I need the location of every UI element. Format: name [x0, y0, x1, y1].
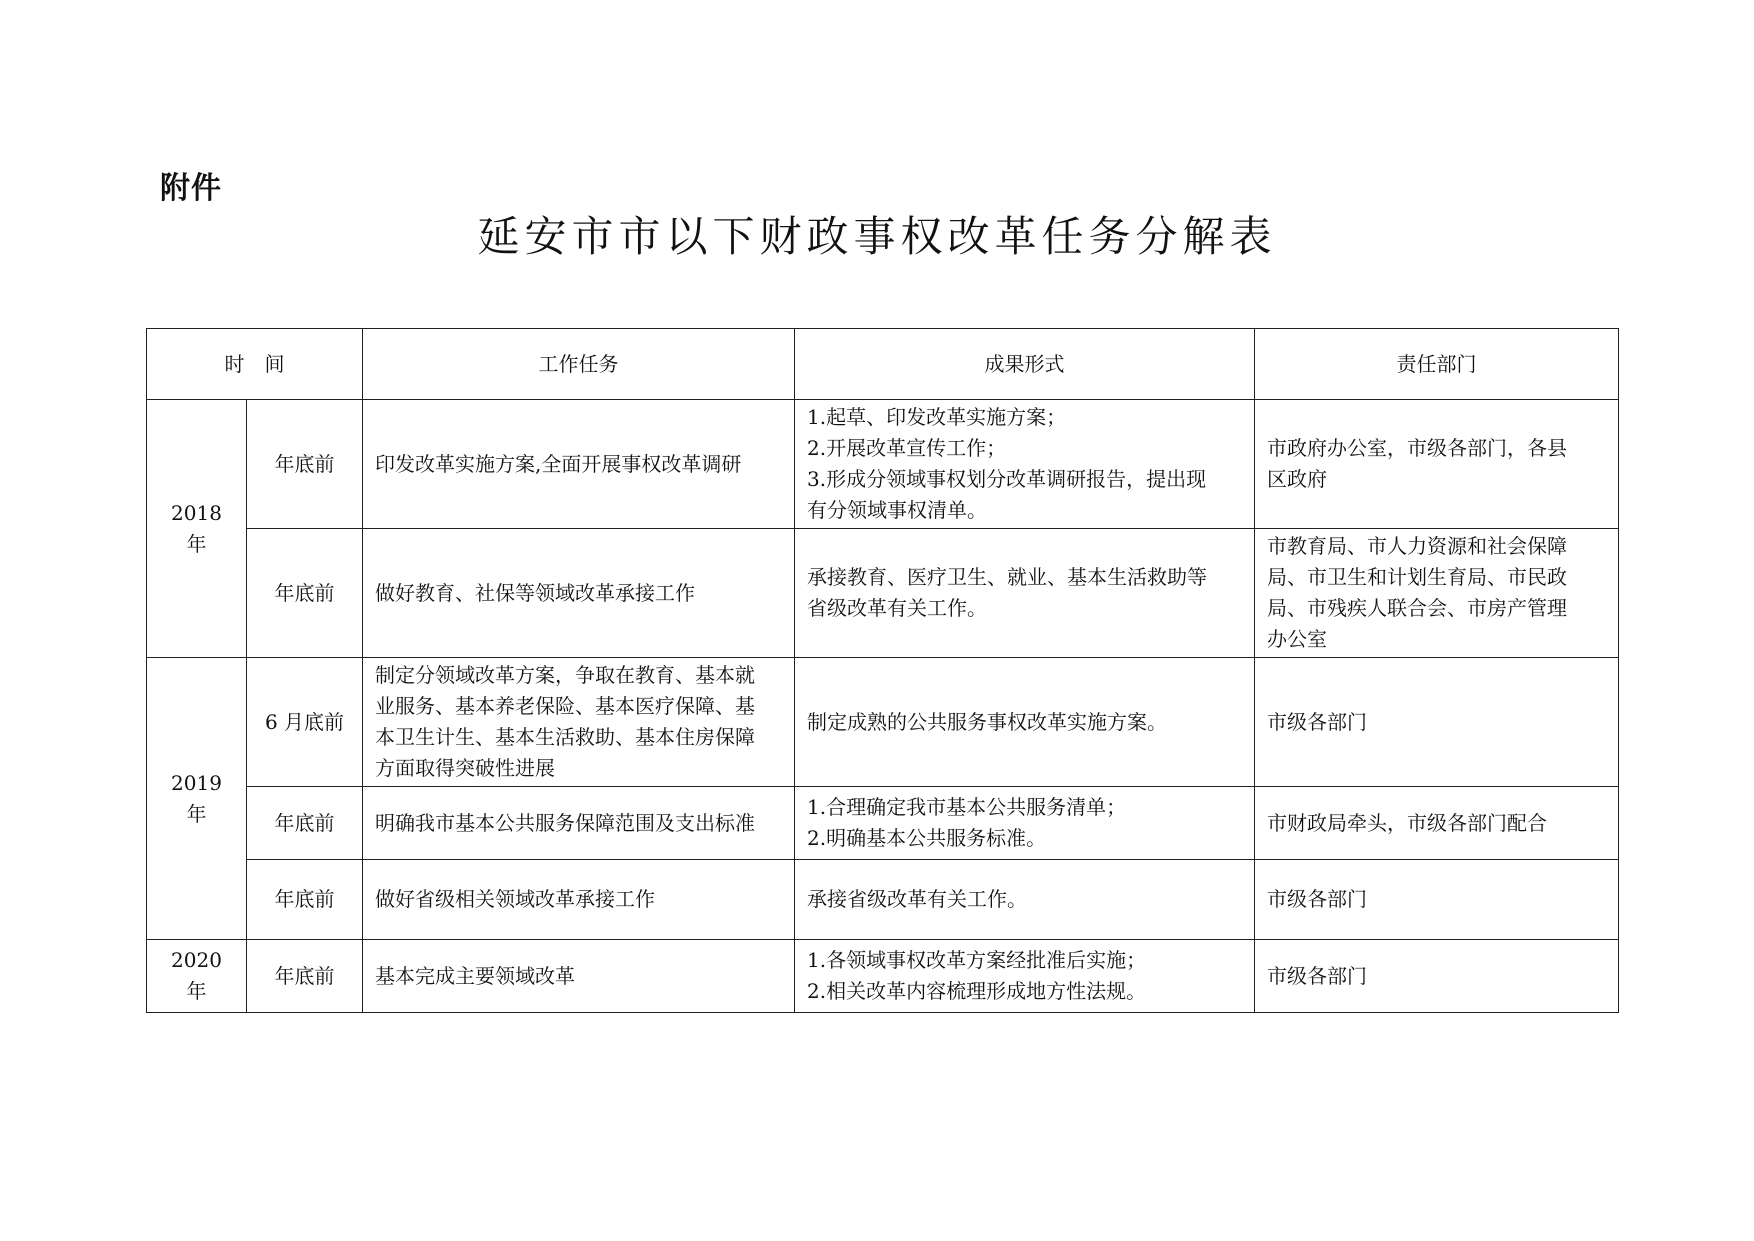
deadline-cell: 6 月底前: [247, 658, 363, 787]
dept-line: 市级各部门: [1267, 709, 1367, 734]
result-line: 省级改革有关工作。: [807, 596, 987, 620]
task-cell: [363, 860, 795, 940]
task-cell: [363, 400, 795, 529]
result-line: 制定成熟的公共服务事权改革实施方案。: [807, 709, 1167, 734]
task-cell: [363, 658, 795, 787]
deadline-cell: 年底前: [247, 787, 363, 860]
header-result: 成果形式: [795, 329, 1255, 400]
year-cell: 2018 年: [147, 400, 247, 658]
table-row: [147, 400, 1619, 529]
result-cell: [795, 787, 1255, 860]
dept-line: 市级各部门: [1267, 887, 1367, 911]
task-line: 方面取得突破性进展: [375, 756, 555, 780]
result-line: 1.各领域事权改革方案经批准后实施；: [807, 948, 1147, 972]
task-line: 本卫生计生、基本生活救助、基本住房保障: [375, 725, 755, 749]
header-task: 工作任务: [363, 329, 795, 400]
year-cell: 2020 年: [147, 940, 247, 1013]
dept-line: 局、市卫生和计划生育局、市民政: [1267, 565, 1567, 589]
result-cell: [795, 658, 1255, 787]
table-row: [147, 860, 1619, 940]
header-dept: 责任部门: [1255, 329, 1619, 400]
result-line: 有分领域事权清单。: [807, 498, 987, 522]
result-line: 承接教育、医疗卫生、就业、基本生活救助等: [807, 565, 1207, 589]
task-line: 明确我市基本公共服务保障范围及支出标准: [375, 810, 755, 835]
task-line: 做好省级相关领域改革承接工作: [375, 887, 655, 911]
task-line: 做好教育、社保等领域改革承接工作: [375, 580, 695, 605]
deadline-cell: 年底前: [247, 400, 363, 529]
result-cell: [795, 400, 1255, 529]
dept-line: 市教育局、市人力资源和社会保障: [1267, 534, 1567, 558]
dept-line: 市政府办公室，市级各部门，各县: [1267, 436, 1567, 460]
dept-line: 市财政局牵头，市级各部门配合: [1267, 810, 1547, 835]
table-row: [147, 529, 1619, 658]
result-line: 2.相关改革内容梳理形成地方性法规。: [807, 979, 1147, 1003]
page-title: 延安市市以下财政事权改革任务分解表: [477, 212, 1277, 261]
dept-cell: [1255, 658, 1619, 787]
task-cell: [363, 529, 795, 658]
deadline-cell: 年底前: [247, 940, 363, 1013]
table-row: [147, 787, 1619, 860]
task-line: 基本完成主要领域改革: [375, 963, 575, 988]
result-line: 3.形成分领域事权划分改革调研报告，提出现: [807, 467, 1207, 491]
dept-line: 办公室: [1267, 627, 1327, 651]
task-line: 印发改革实施方案,全面开展事权改革调研: [375, 451, 742, 476]
deadline-cell: 年底前: [247, 529, 363, 658]
result-line: 1.起草、印发改革实施方案；: [807, 405, 1067, 429]
task-line: 制定分领域改革方案，争取在教育、基本就: [375, 663, 755, 687]
dept-cell: [1255, 400, 1619, 529]
dept-cell: [1255, 940, 1619, 1013]
task-cell: [363, 787, 795, 860]
task-breakdown-table: [146, 328, 1619, 1013]
result-cell: [795, 860, 1255, 940]
table-row: [147, 658, 1619, 787]
result-cell: [795, 940, 1255, 1013]
task-cell: [363, 940, 795, 1013]
result-line: 承接省级改革有关工作。: [807, 887, 1027, 911]
dept-cell: [1255, 529, 1619, 658]
deadline-cell: 年底前: [247, 860, 363, 940]
result-line: 2.明确基本公共服务标准。: [807, 826, 1047, 850]
dept-cell: [1255, 787, 1619, 860]
dept-cell: [1255, 860, 1619, 940]
dept-line: 局、市残疾人联合会、市房产管理: [1267, 596, 1567, 620]
header-time: 时 间: [147, 329, 363, 400]
dept-line: 区政府: [1267, 467, 1327, 491]
year-cell: 2019 年: [147, 658, 247, 940]
table-row: [147, 940, 1619, 1013]
result-line: 2.开展改革宣传工作；: [807, 436, 1007, 460]
table-header-row: [147, 329, 1619, 400]
task-line: 业服务、基本养老保险、基本医疗保障、基: [375, 694, 755, 718]
dept-line: 市级各部门: [1267, 963, 1367, 988]
result-cell: [795, 529, 1255, 658]
attachment-label: 附件: [160, 171, 222, 206]
result-line: 1.合理确定我市基本公共服务清单；: [807, 795, 1127, 819]
